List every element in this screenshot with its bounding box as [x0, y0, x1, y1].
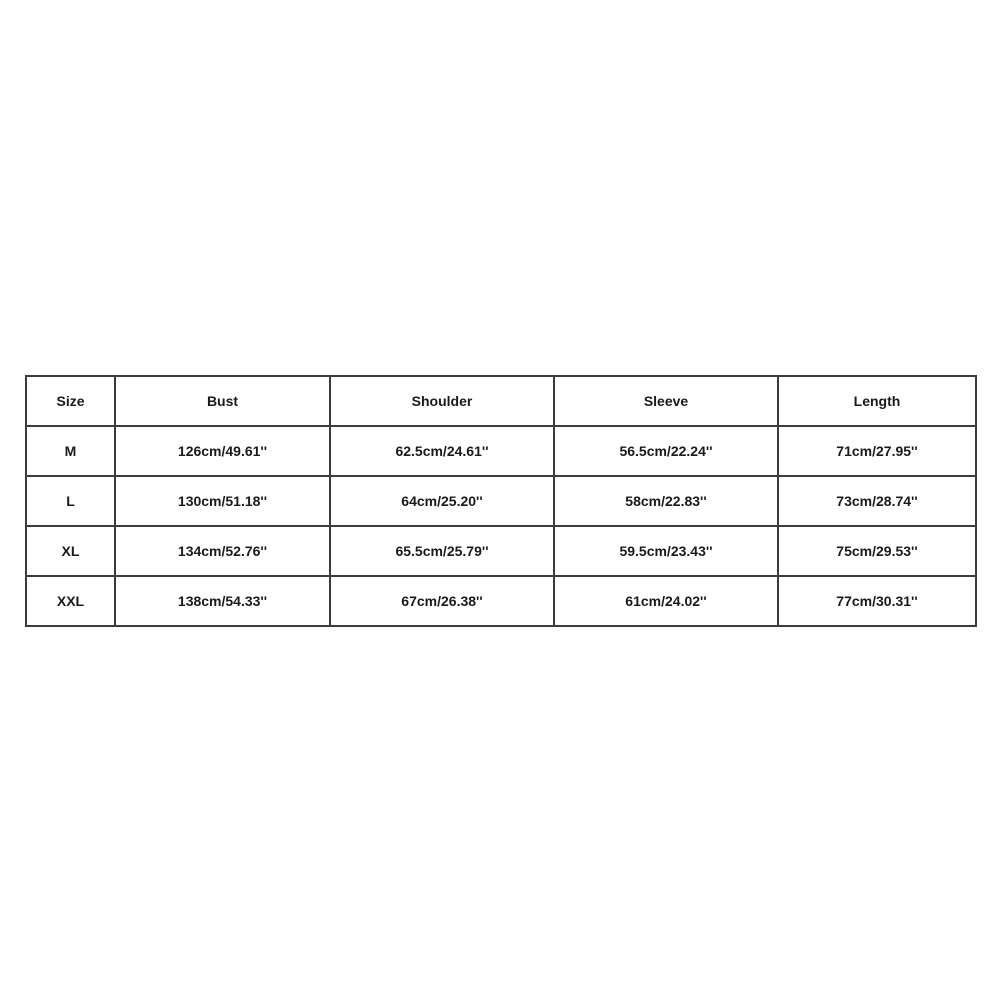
bust-cell: 126cm/49.61'' — [115, 426, 330, 476]
header-row — [26, 376, 976, 426]
bust-cell: 138cm/54.33'' — [115, 576, 330, 626]
header-size: Size — [26, 376, 115, 426]
sleeve-cell: 58cm/22.83'' — [554, 476, 778, 526]
table-row — [26, 526, 976, 576]
shoulder-cell: 67cm/26.38'' — [330, 576, 554, 626]
size-cell: L — [26, 476, 115, 526]
header-bust: Bust — [115, 376, 330, 426]
shoulder-cell: 65.5cm/25.79'' — [330, 526, 554, 576]
shoulder-cell: 64cm/25.20'' — [330, 476, 554, 526]
size-cell: M — [26, 426, 115, 476]
bust-cell: 130cm/51.18'' — [115, 476, 330, 526]
sleeve-cell: 56.5cm/22.24'' — [554, 426, 778, 476]
sleeve-cell: 61cm/24.02'' — [554, 576, 778, 626]
size-cell: XL — [26, 526, 115, 576]
header-length: Length — [778, 376, 976, 426]
table-row — [26, 476, 976, 526]
table-row — [26, 576, 976, 626]
sleeve-cell: 59.5cm/23.43'' — [554, 526, 778, 576]
size-chart-table — [25, 375, 977, 627]
size-cell: XXL — [26, 576, 115, 626]
bust-cell: 134cm/52.76'' — [115, 526, 330, 576]
shoulder-cell: 62.5cm/24.61'' — [330, 426, 554, 476]
length-cell: 73cm/28.74'' — [778, 476, 976, 526]
length-cell: 75cm/29.53'' — [778, 526, 976, 576]
length-cell: 71cm/27.95'' — [778, 426, 976, 476]
table-row — [26, 426, 976, 476]
length-cell: 77cm/30.31'' — [778, 576, 976, 626]
header-sleeve: Sleeve — [554, 376, 778, 426]
header-shoulder: Shoulder — [330, 376, 554, 426]
